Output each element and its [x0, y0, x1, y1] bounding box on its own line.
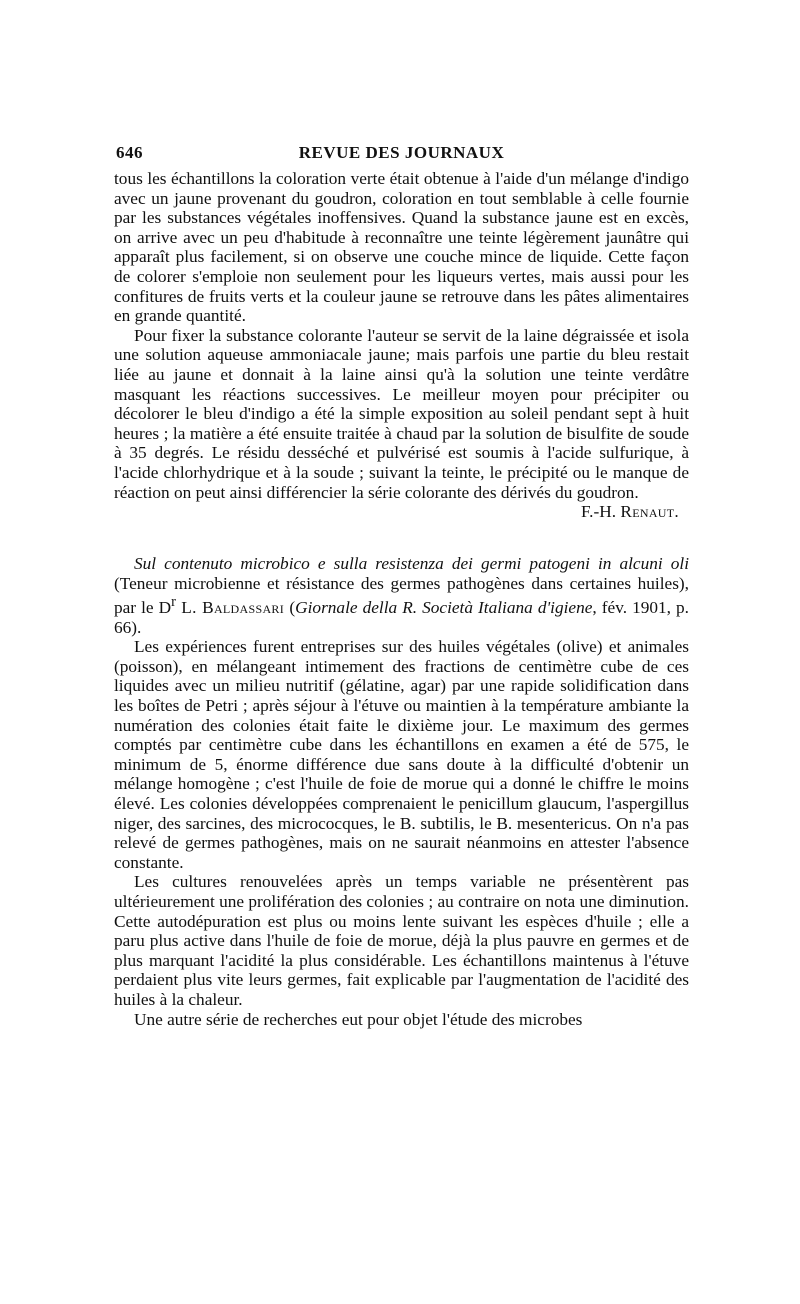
article-author: L. Baldassari: [175, 598, 290, 618]
section-gap: [114, 522, 689, 554]
french-title: (Teneur microbienne et résistance des germes pathogènes dans certaines huiles), par le D: [114, 573, 689, 618]
article-2: [114, 554, 689, 1029]
journal-page: [114, 143, 689, 1029]
page-number: 646: [116, 143, 143, 162]
article-2-paragraph-1: Les expériences furent entreprises sur des huiles végétales (olive) et animales (poisson), en mélangeant intimement des fractions de centimètre cube de ces liquides avec un milieu nutritif (gélatine, agar) par une rapide solidification dans les boîtes de Petri ; après séjour à l'étuve ou maintien à la température ambiante la numération des colonies était faite le dixième jour. Le maximum des germes comptés par centimètre cube dans les échantillons en examen a été de 575, le minimum de 5, énorme différence due sans doute à la difficulté d'obtenir un mélange homogène ; c'est l'huile de foie de morue qui a donné le chiffre le moins élevé. Les colonies développées comprenaient le penicillum glaucum, l'aspergillus niger, des sarcines, des micrococques, le B. subtilis, le B. mesentericus. On n'a pas relevé de germes pathogènes, mais on ne saurait néanmoins en attester l'absence constante.: [114, 637, 689, 872]
article-1-paragraph-2: Pour fixer la substance colorante l'auteur se servit de la laine dégraissée et isola une solution aqueuse ammoniacale jaune; mais parfois une partie du bleu restait liée au jaune et donnait à la laine ainsi qu'à la solution une teinte verdâtre masquant les réactions successives. Le meilleur moyen pour précipiter ou décolorer le bleu d'indigo a été la simple exposition au soleil pendant sept à huit heures ; la matière a été ensuite traitée à chaud par la solution de bisulfite de soude à 35 degrés. Le résidu desséché et pulvérisé est soumis à l'acide sulfurique, à l'acide chlorhydrique et à la soude ; suivant la teinte, le précipité ou le manque de réaction on peut ainsi différencier la série colorante des dérivés du goudron.: [114, 325, 689, 502]
article-2-heading: [114, 554, 689, 637]
author-signature: [114, 502, 689, 522]
signature-name: Renaut.: [620, 502, 679, 522]
article-2-paragraph-3: Une autre série de recherches eut pour objet l'étude des microbes: [134, 1009, 583, 1029]
journal-name: Giornale della R. Società Italiana d'igiene: [295, 598, 593, 618]
running-title: REVUE DES JOURNAUX: [298, 143, 505, 162]
page-header: [114, 143, 689, 169]
source-details: , fév. 1901, p. 66).: [114, 598, 689, 637]
article-2-paragraph-2: Les cultures renouvelées après un temps variable ne présentèrent pas ultérieurement une prolifération des colonies ; au contraire on nota une diminution. Cette autodépuration est plus ou moins lente suivant les espèces d'huile ; elle a paru plus active dans l'huile de foie de morue, déjà la plus pauvre en germes et de plus marquant l'acidité la plus considérable. Les échantillons maintenus à l'étuve perdaient plus vite leurs germes, fait explicable par l'augmentation de l'acidité des huiles à la chaleur.: [114, 872, 689, 1009]
source-open: (: [289, 598, 296, 618]
article-1: [114, 169, 689, 522]
article-1-paragraph-1: tous les échantillons la coloration verte était obtenue à l'aide d'un mélange d'indigo avec un jaune provenant du goudron, coloration en tout semblable à celle fournie par les substances végétales inoffensives. Quand la substance jaune est en excès, on arrive avec un peu d'habitude à reconnaître une teinte légèrement jaunâtre qui apparaît plus facilement, si on observe une couche mince de liquide. Cette façon de colorer s'emploie non seulement pour les liqueurs vertes, mais aussi pour les confitures de fruits verts et la couleur jaune se retrouve dans les pâtes alimentaires en grande quantité.: [114, 169, 689, 326]
doctor-superscript: r: [171, 594, 176, 611]
signature-initials: F.-H.: [580, 502, 617, 522]
italian-title: Sul contenuto microbico e sulla resistenza dei germi patogeni in alcuni oli: [134, 554, 689, 574]
